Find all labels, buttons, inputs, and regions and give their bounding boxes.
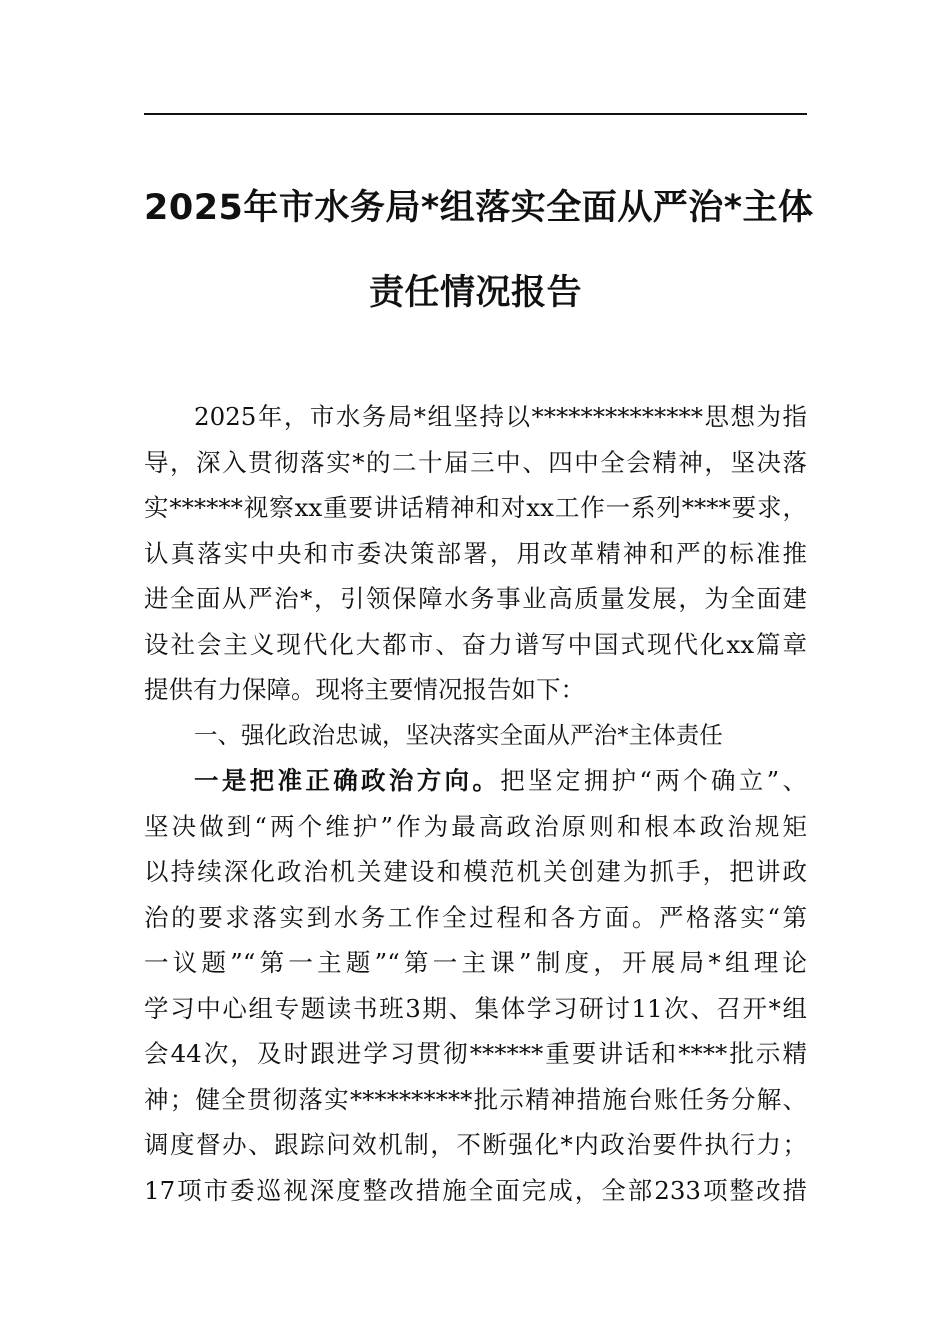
point-lead: 一是把准正确政治方向。 <box>194 766 501 795</box>
point-text: 把坚定拥护“两个确立”、 <box>500 766 807 795</box>
point-line: 治的要求落实到水务工作全过程和各方面。严格落实“第 <box>144 902 807 932</box>
intro-line: 设社会主义现代化大都市、奋力谱写中国式现代化xx篇章 <box>144 629 807 659</box>
point-line: 以持续深化政治机关建设和模范机关创建为抓手，把讲政 <box>144 857 807 886</box>
header-rule <box>144 113 807 115</box>
point-first-line <box>144 758 807 804</box>
point-line: 会44次，及时跟进学习贯彻******重要讲话和****批示精 <box>144 1039 807 1068</box>
document-body <box>144 394 807 1213</box>
intro-line: 认真落实中央和市委决策部署，用改革精神和严的标准推 <box>144 538 807 568</box>
point-line: 神；健全贯彻落实**********批示精神措施台账任务分解、 <box>144 1084 807 1114</box>
point-line: 学习中心组专题读书班3期、集体学习研讨11次、召开*组 <box>144 993 807 1023</box>
point-line: 17项市委巡视深度整改措施全面完成，全部233项整改措 <box>144 1175 807 1205</box>
point-line: 坚决做到“两个维护”作为最高政治原则和根本政治规矩 <box>144 811 807 841</box>
point-line: 调度督办、跟踪问效机制，不断强化*内政治要件执行力； <box>144 1130 807 1159</box>
section-heading: 一、强化政治忠诚，坚决落实全面从严治*主体责任 <box>194 720 723 749</box>
intro-line: 进全面从严治*，引领保障水务事业高质量发展，为全面建 <box>144 584 807 613</box>
intro-line: 实******视察xx重要讲话精神和对xx工作一系列****要求， <box>144 493 807 522</box>
title-line-2: 责任情况报告 <box>368 273 582 313</box>
intro-line: 2025年，市水务局*组坚持以**************思想为指 <box>194 402 807 431</box>
intro-line: 导，深入贯彻落实*的二十届三中、四中全会精神，坚决落 <box>144 447 807 477</box>
point-line: 一议题”“第一主题”“第一主课”制度，开展局*组理论 <box>144 948 807 977</box>
document-title <box>144 166 814 336</box>
title-line-1: 2025年市水务局*组落实全面从严治*主体 <box>144 188 814 228</box>
intro-line: 提供有力保障。现将主要情况报告如下： <box>144 675 585 704</box>
